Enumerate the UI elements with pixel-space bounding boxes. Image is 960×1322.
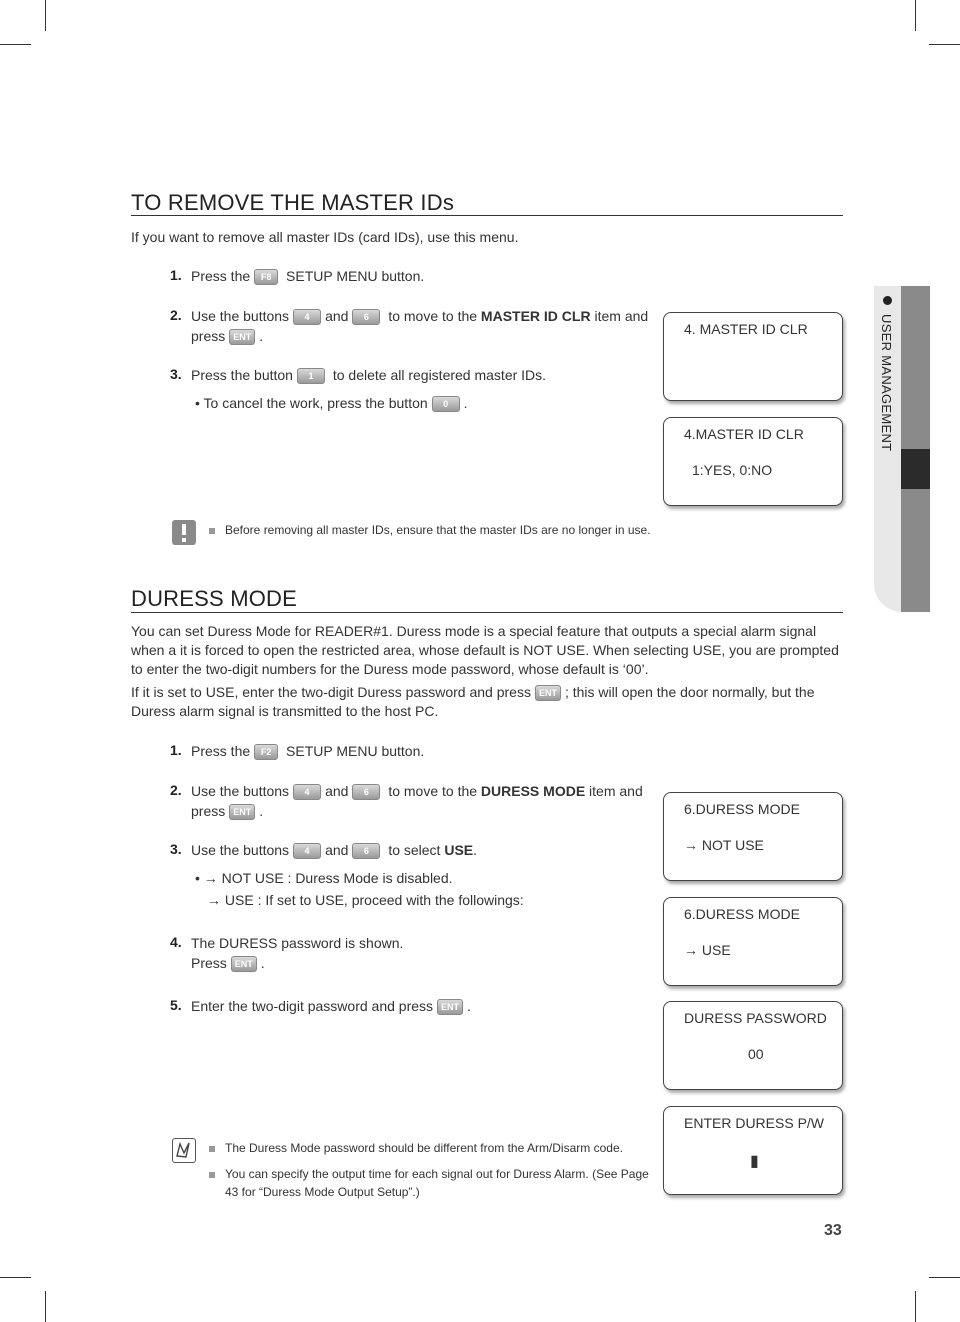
lcd-line: ENTER DURESS P/W [684, 1115, 825, 1131]
duress-description-2 [131, 683, 843, 721]
step-number: 1. [170, 742, 182, 758]
note-text: 43 for “Duress Mode Output Setup”.) [225, 1185, 420, 1199]
step-text: . [463, 395, 468, 411]
duress-description: You can set Duress Mode for READER#1. Duress mode is a special feature that outputs a special alarm signal when a it is forced to open the restricted area, whose default is NOT USE. When selecting USE, you are prompted to enter the two-digit numbers for the Duress mode password, whose default is ‘00’. [131, 623, 839, 677]
step-text: . [260, 955, 265, 971]
key-ent-icon: ENT [229, 804, 255, 820]
key-ent-icon: ENT [231, 956, 257, 972]
step-2 [191, 781, 651, 821]
lcd-display [663, 1001, 843, 1090]
step-text: . [259, 328, 264, 344]
bullet-not-use: • → NOT USE : Duress Mode is disabled. [195, 870, 453, 886]
note-bullet-icon [209, 1146, 215, 1152]
crop-mark [0, 44, 31, 45]
key-6-icon: 6 [352, 309, 380, 325]
step-number: 4. [170, 934, 182, 950]
step-text: Use the buttons [191, 783, 290, 799]
lcd-display [663, 792, 843, 881]
crop-mark [45, 1291, 46, 1322]
step-3 [191, 365, 546, 385]
step-text: to move to the [388, 308, 478, 324]
key-0-icon: 0 [432, 396, 460, 412]
key-ent-icon: ENT [229, 329, 255, 345]
lcd-line: 00 [748, 1046, 764, 1062]
intro-text: If you want to remove all master IDs (card IDs), use this menu. [131, 229, 519, 245]
step-4 [191, 933, 403, 973]
side-tab-active-marker [901, 449, 930, 489]
note-bullet-icon [209, 1172, 215, 1178]
step-text: item and [589, 783, 643, 799]
step-number: 3. [170, 366, 182, 382]
note-text: You can specify the output time for each signal out for Duress Alarm. (See Page [225, 1167, 649, 1181]
para-text: If it is set to USE, enter the two-digit Duress password and press [131, 684, 531, 700]
section-title-duress-mode: DURESS MODE [131, 586, 297, 611]
step-text: Press the [191, 743, 251, 759]
side-tab-label: USER MANAGEMENT [879, 314, 894, 452]
step-text: to move to the [388, 783, 478, 799]
crop-mark [0, 1277, 31, 1278]
step-1 [191, 266, 424, 286]
step-text: Use the buttons [191, 842, 290, 858]
step-1 [191, 741, 424, 761]
note-pencil-icon [172, 1138, 196, 1163]
section-rule [131, 612, 843, 613]
step-text: press [191, 803, 226, 819]
lcd-display [663, 897, 843, 986]
step-text: and [325, 842, 349, 858]
step-text: and [325, 308, 349, 324]
key-f2-icon: F2 [254, 744, 278, 760]
key-6-icon: 6 [352, 843, 380, 859]
side-tab [874, 286, 930, 612]
key-4-icon: 4 [293, 843, 321, 859]
step-text: Press the button [191, 367, 293, 383]
step-text: Press the [191, 268, 251, 284]
lcd-line: 6.DURESS MODE [684, 906, 800, 922]
step-text: Use the buttons [191, 308, 290, 324]
step-5 [191, 996, 471, 1016]
page-number: 33 [824, 1222, 842, 1239]
lcd-cursor: ▮ [750, 1153, 759, 1170]
lcd-line: → NOT USE [684, 837, 764, 853]
key-4-icon: 4 [293, 309, 321, 325]
step-text: . [259, 803, 264, 819]
step-2 [191, 306, 651, 346]
crop-mark [915, 0, 916, 31]
step-text: • To cancel the work, press the button [195, 395, 428, 411]
step-text: to select [388, 842, 441, 858]
step-text: and [325, 783, 349, 799]
crop-mark [915, 1291, 916, 1322]
step-text: . [473, 842, 478, 858]
step-number: 5. [170, 997, 182, 1013]
caution-icon [172, 520, 196, 545]
menu-item-name: MASTER ID CLR [480, 308, 591, 324]
key-1-icon: 1 [297, 368, 325, 384]
lcd-display [663, 312, 843, 401]
key-ent-icon: ENT [437, 999, 463, 1015]
caution-text: Before removing all master IDs, ensure that the master IDs are no longer in use. [225, 523, 651, 537]
bullet-dot-icon [883, 296, 892, 305]
step-text: Press [191, 955, 227, 971]
lcd-display [663, 1106, 843, 1195]
step-number: 1. [170, 267, 182, 283]
key-6-icon: 6 [352, 784, 380, 800]
step-number: 2. [170, 307, 182, 323]
lcd-line: 1:YES, 0:NO [692, 462, 773, 478]
section-rule [131, 215, 843, 216]
option-name: USE [444, 842, 474, 858]
lcd-line: DURESS PASSWORD [684, 1010, 827, 1026]
lcd-line: 4.MASTER ID CLR [684, 426, 804, 442]
lcd-display [663, 417, 843, 506]
crop-mark [929, 44, 960, 45]
step-text: to delete all registered master IDs. [332, 367, 547, 383]
step-3 [191, 840, 477, 860]
lcd-line: 4. MASTER ID CLR [684, 321, 808, 337]
step-text: . [467, 998, 471, 1014]
step-text: press [191, 328, 226, 344]
bullet-use: → USE : If set to USE, proceed with the followings: [207, 892, 524, 908]
crop-mark [45, 0, 46, 31]
lcd-line: → USE [684, 942, 731, 958]
note-bullet-icon [209, 528, 215, 534]
menu-item-name: DURESS MODE [480, 783, 586, 799]
lcd-line: 6.DURESS MODE [684, 801, 800, 817]
note-text: The Duress Mode password should be different from the Arm/Disarm code. [225, 1141, 623, 1155]
step-text: Enter the two-digit password and press [191, 998, 434, 1014]
key-f8-icon: F8 [254, 269, 278, 285]
step-text: The DURESS password is shown. [191, 935, 404, 951]
crop-mark [929, 1277, 960, 1278]
step-text: SETUP MENU button. [286, 743, 425, 759]
para-text: ; this will open the door normally, but the Duress alarm signal is transmitted to the host PC. [131, 684, 815, 719]
key-ent-icon: ENT [535, 685, 561, 701]
step-number: 3. [170, 841, 182, 857]
step-number: 2. [170, 782, 182, 798]
step-text: SETUP MENU button. [286, 268, 425, 284]
bullet-cancel [195, 393, 468, 413]
section-title-remove-master: TO REMOVE THE MASTER IDs [131, 190, 455, 215]
key-4-icon: 4 [293, 784, 321, 800]
step-text: item and [594, 308, 649, 324]
